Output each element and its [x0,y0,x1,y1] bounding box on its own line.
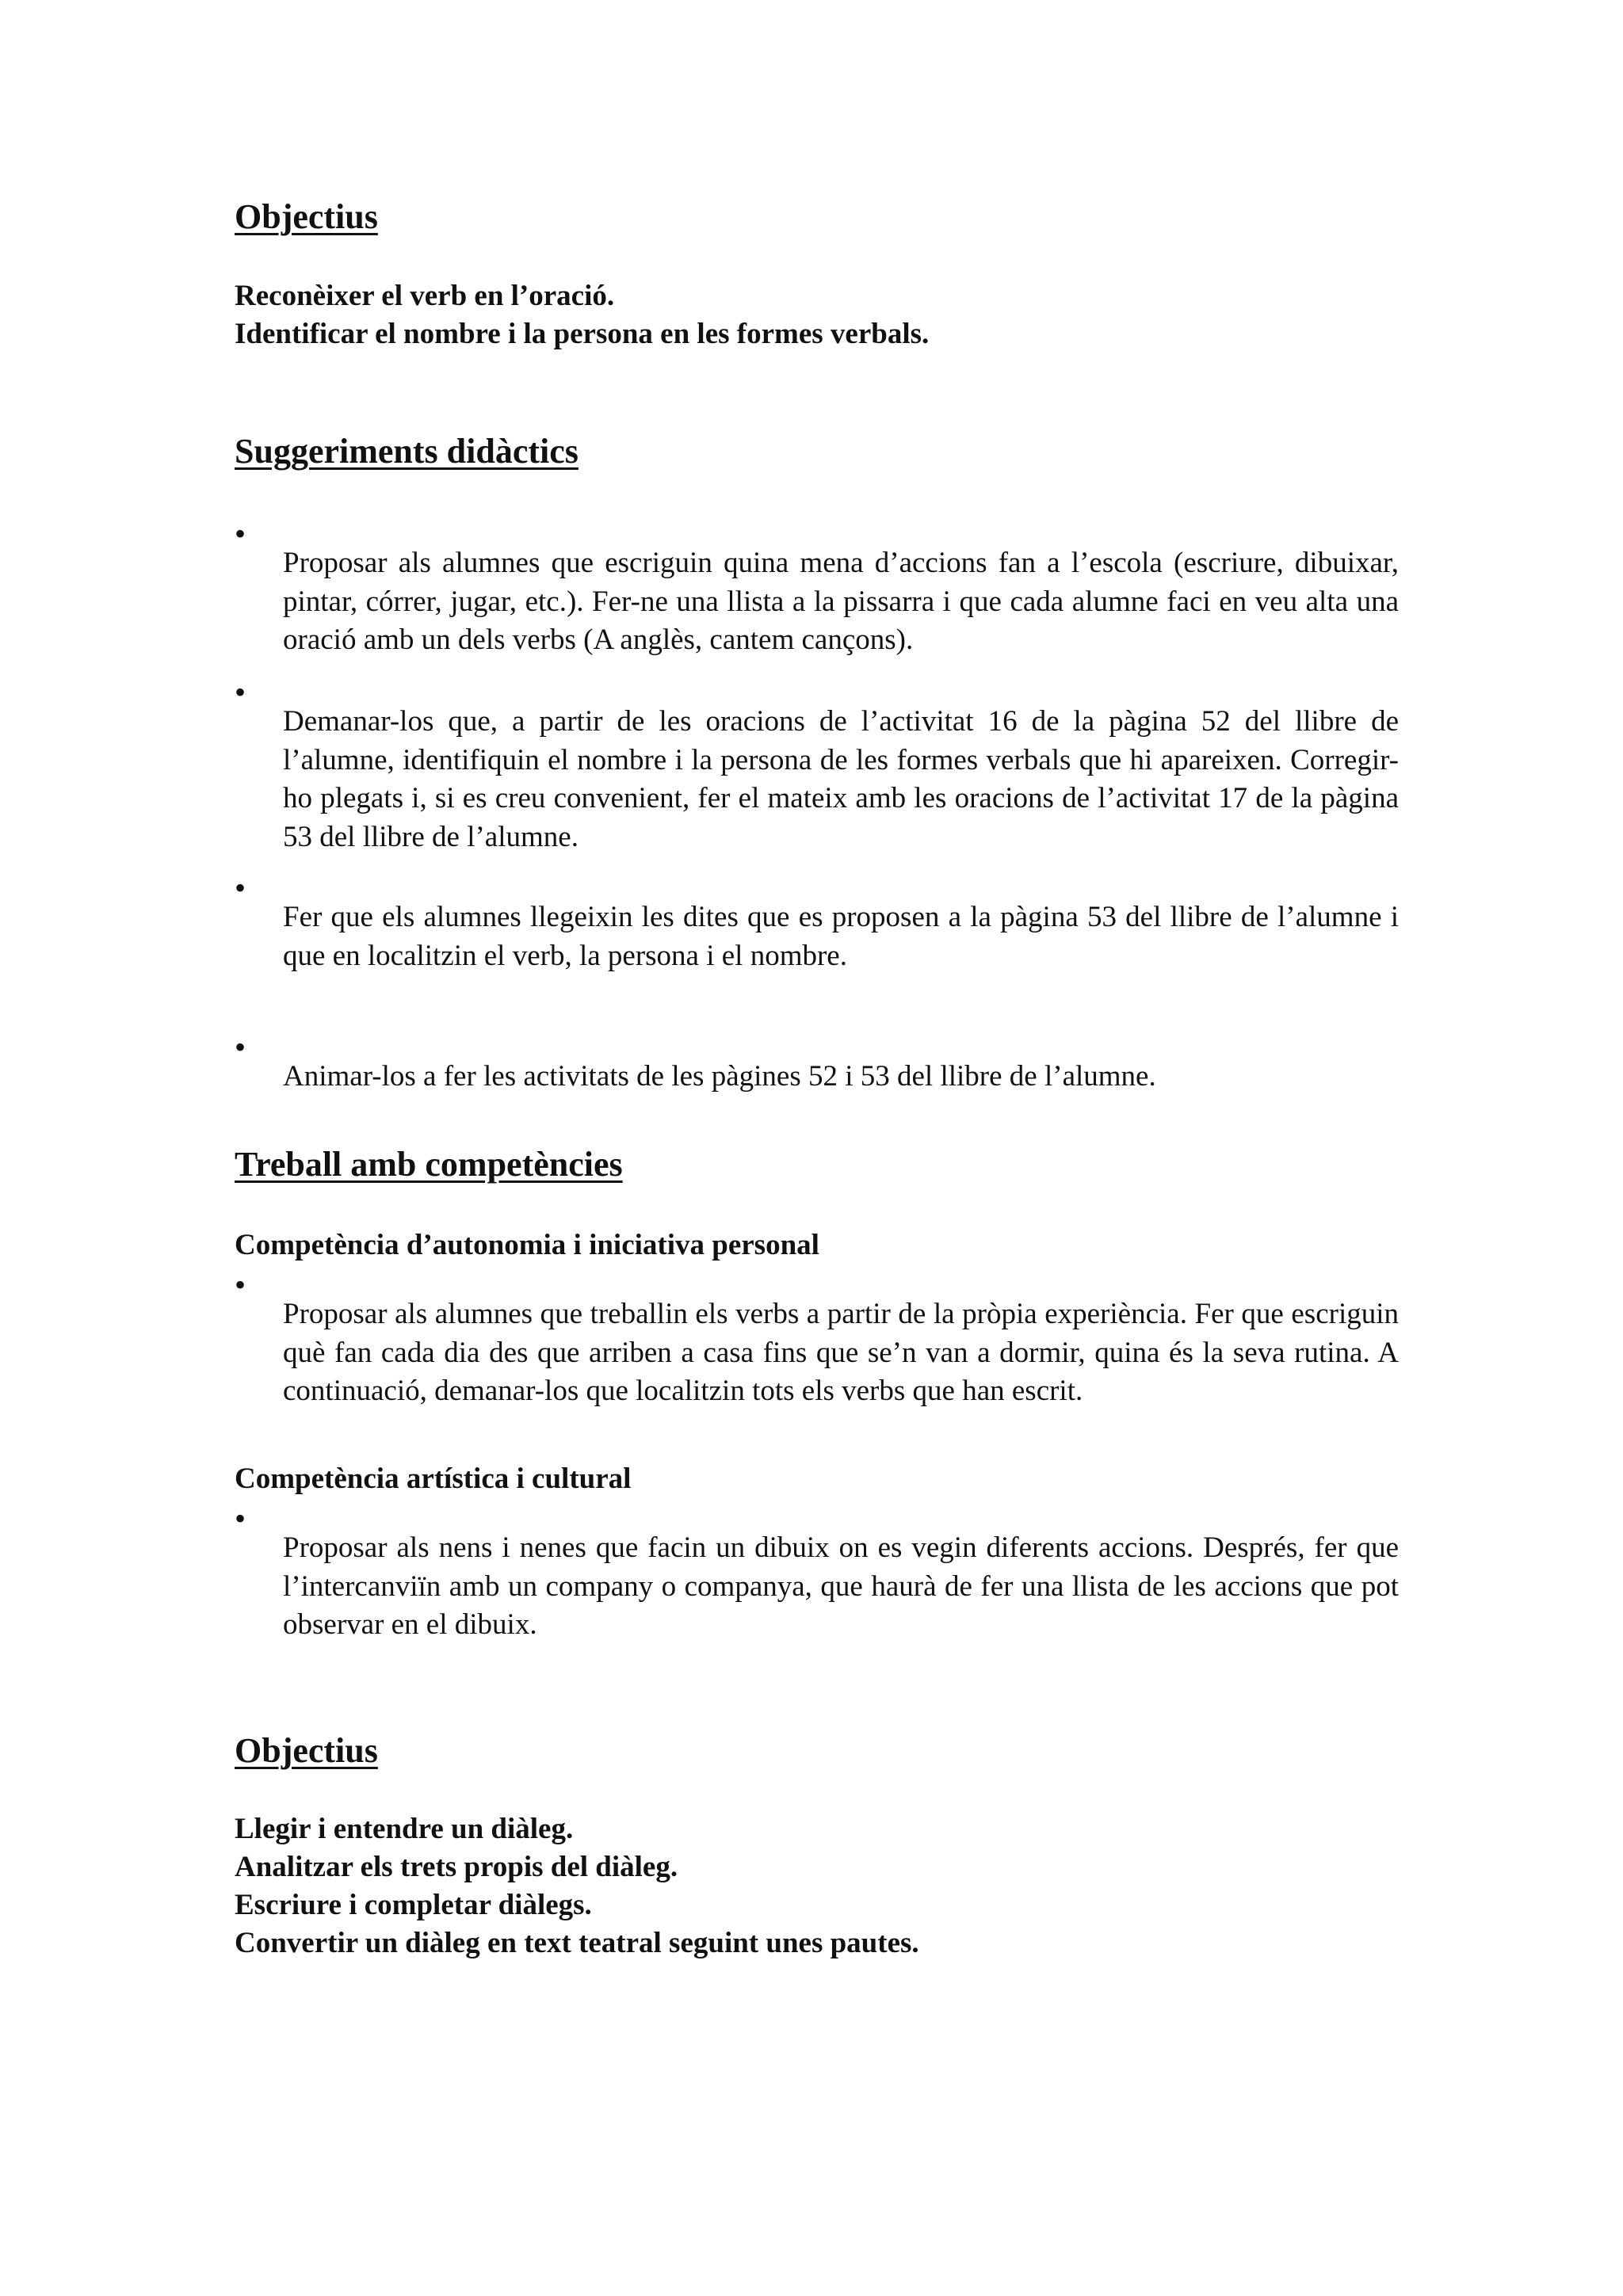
objective-line: Reconèixer el verb en l’oració. [235,280,615,312]
bullet-icon: • [235,870,246,906]
section-heading-competencies: Treball amb competències [235,1145,623,1184]
suggestion-paragraph: Proposar als alumnes que escriguin quina mena d’accions fan a l’escola (escriure, dibuixar, pintar, córrer, jugar, etc.). Fer-ne una llista a la pissarra i que cada alumne faci en veu alta una oració amb un dels verbs (A anglès, cantem cançons). [283,547,1399,656]
objective-line: Analitzar els trets propis del diàleg. [235,1851,678,1883]
suggestion-paragraph: Animar-los a fer les activitats de les pàgines 52 i 53 del llibre de l’alumne. [283,1060,1156,1093]
objective-line: Convertir un diàleg en text teatral seguint unes pautes. [235,1927,919,1959]
competency-paragraph: Proposar als alumnes que treballin els verbs a partir de la pròpia experiència. Fer que escriguin què fan cada dia des que arriben a casa fins que se’n van a dormir, quina és la seva rutina. A continuació, demanar-los que localitzin tots els verbs que han escrit. [283,1298,1399,1407]
objective-line: Llegir i entendre un diàleg. [235,1813,574,1845]
bullet-icon: • [235,516,246,551]
objective-line: Identificar el nombre i la persona en les formes verbals. [235,318,930,350]
section-heading-objectius: Objectius [235,197,378,236]
objective-line: Escriure i completar diàlegs. [235,1889,592,1921]
bullet-icon: • [235,674,246,710]
section-heading-suggeriments: Suggeriments didàctics [235,432,579,471]
bullet-icon: • [235,1267,246,1302]
competency-title: Competència d’autonomia i iniciativa personal [235,1229,819,1261]
bullet-icon: • [235,1029,246,1065]
suggestion-paragraph: Demanar-los que, a partir de les oracions de l’activitat 16 de la pàgina 52 del llibre de l’alumne, identifiquin el nombre i la persona de les formes verbals que hi apareixen. Corregir-ho plegats i, si es creu convenient, fer el mateix amb les oracions de l’activitat 17 de la pàgina 53 del llibre de l’alumne. [283,705,1399,853]
bullet-icon: • [235,1501,246,1536]
competency-paragraph: Proposar als nens i nenes que facin un dibuix on es vegin diferents accions. Després, fer que l’intercanviïn amb un company o companya, que haurà de fer una llista de les accions que pot observar en el dibuix. [283,1531,1399,1641]
suggestion-paragraph: Fer que els alumnes llegeixin les dites que es proposen a la pàgina 53 del llibre de l’alumne i que en localitzin el verb, la persona i el nombre. [283,901,1399,972]
section-heading-objectius: Objectius [235,1731,378,1770]
competency-title: Competència artística i cultural [235,1463,632,1495]
